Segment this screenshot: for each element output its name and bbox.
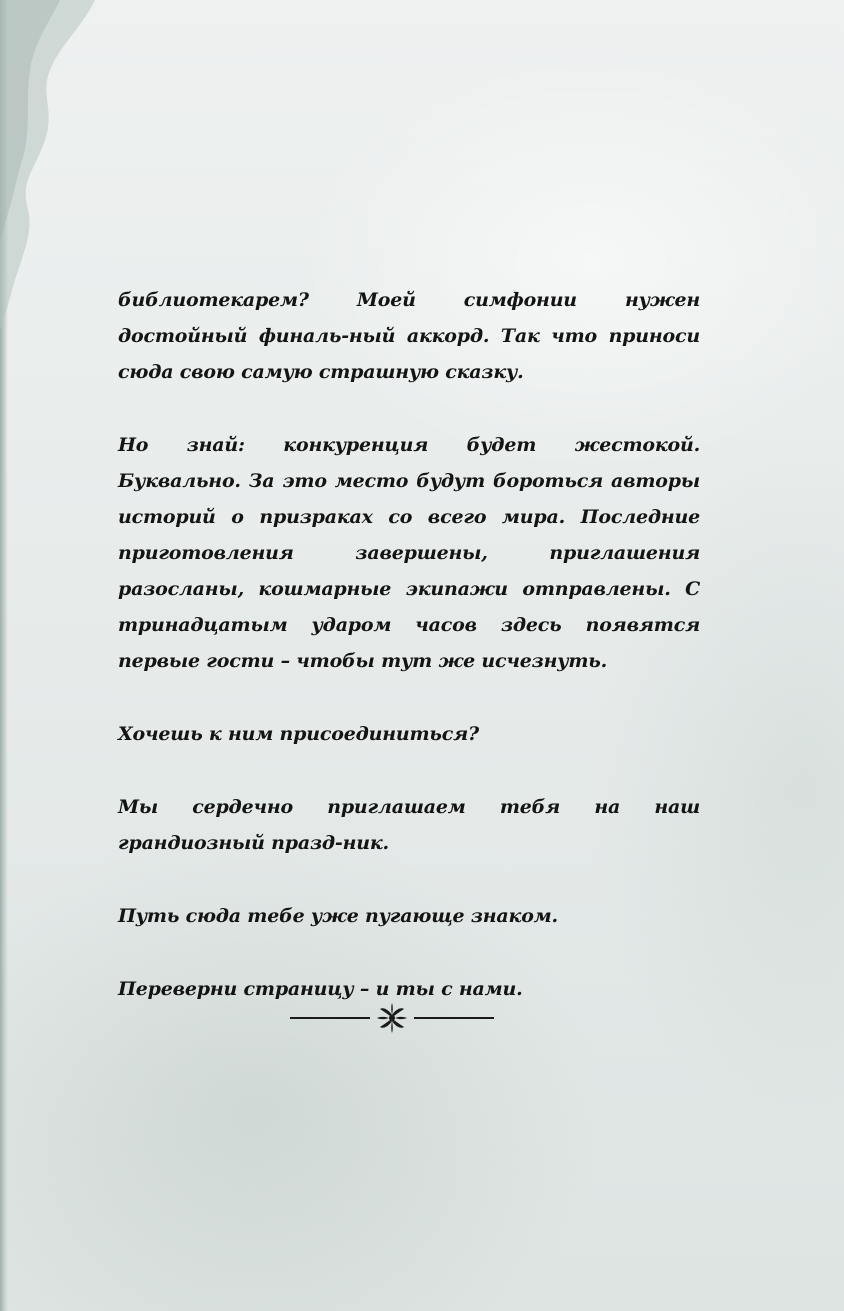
watercolor-stain <box>0 0 110 330</box>
paragraph-6: Переверни страницу – и ты с нами. <box>118 978 523 1000</box>
divider-line-left <box>290 1017 370 1019</box>
paragraph-1: библиотекарем? Моей симфонии нужен достойный финаль-ный аккорд. Так что приноси сюда свою самую страшную сказку. <box>118 289 700 383</box>
divider-line-right <box>414 1017 494 1019</box>
floral-ornament-icon <box>374 1000 410 1036</box>
paragraph-3: Хочешь к ним присоединиться? <box>118 723 479 745</box>
section-divider <box>290 1000 494 1036</box>
body-text <box>118 282 700 1007</box>
paragraph-4: Мы сердечно приглашаем тебя на наш грандиозный празд-ник. <box>118 796 700 854</box>
paragraph-2: Но знай: конкуренция будет жестокой. Буквально. За это место будут бороться авторы историй о призраках со всего мира. Последние приготовления завершены, приглашения разосланы, кошмарные экипажи отправлены. С тринадцатым ударом часов здесь появятся первые гости – чтобы тут же исчезнуть. <box>118 434 700 672</box>
paragraph-5: Путь сюда тебе уже пугающе знаком. <box>118 905 558 927</box>
